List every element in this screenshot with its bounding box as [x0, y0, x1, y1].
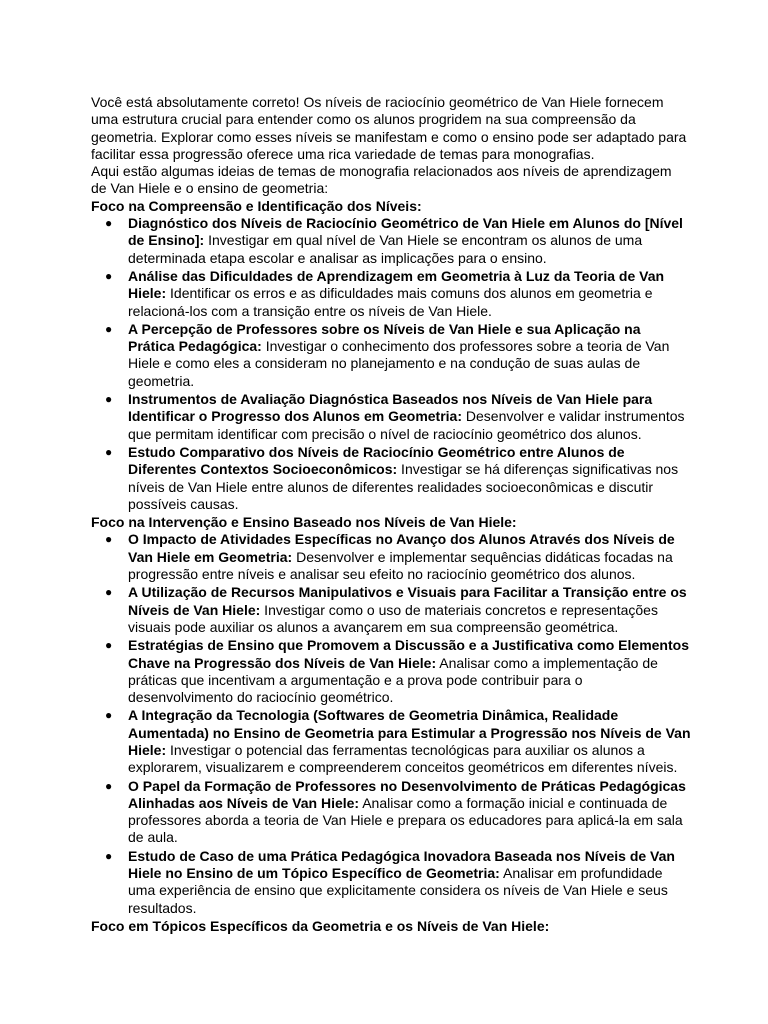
bullet-icon: ●: [105, 321, 113, 336]
list-item: [91, 215, 691, 267]
item-text: Analisar como a formação inicial e continuada de professores aborda a teoria de Van Hiele e prepara os educadores para aplicá-la em sala de aula.: [128, 794, 683, 846]
list-item: [91, 321, 691, 390]
list-item: [91, 637, 691, 706]
bullet-icon: ●: [105, 585, 113, 600]
list-item: [91, 391, 691, 443]
item-text: Investigar o potencial das ferramentas tecnológicas para auxiliar os alunos a explorarem, visualizarem e compreenderem conceitos geométricos em diferentes níveis.: [128, 741, 678, 776]
list-item: [91, 444, 691, 513]
item-text: Investigar se há diferenças significativas nos níveis de Van Hiele entre alunos de diferentes realidades socioeconômicas e discutir possíveis causas.: [128, 461, 679, 512]
item-text: Analisar como a implementação de práticas que incentivam a argumentação e a prova pode contribuir para o desenvolvimento do raciocínio geométrico.: [128, 654, 658, 706]
item-title: A Utilização de Recursos Manipulativos e Visuais para Facilitar a Transição entre os Níveis de Van Hiele:: [128, 584, 687, 618]
item-title: Análise das Dificuldades de Aprendizagem em Geometria à Luz da Teoria de Van Hiele:: [128, 267, 665, 302]
topic-list: [91, 215, 691, 513]
item-title: A Integração da Tecnologia (Softwares de Geometria Dinâmica, Realidade Aumentada) no Ensino de Geometria para Estimular a Progressão nos Níveis de Van Hiele:: [128, 707, 691, 758]
item-title: A Percepção de Professores sobre os Níveis de Van Hiele e sua Aplicação na Prática Pedagógica:: [128, 320, 641, 355]
bullet-icon: ●: [105, 708, 113, 723]
item-text: Desenvolver e implementar sequências didáticas focadas na progressão entre níveis e analisar seu efeito no raciocínio geométrico dos alunos.: [128, 548, 673, 583]
item-title: Diagnóstico dos Níveis de Raciocínio Geométrico de Van Hiele em Alunos do [Nível de Ensino]:: [128, 215, 683, 249]
intro-paragraph: Aqui estão algumas ideias de temas de monografia relacionados aos níveis de aprendizagem de Van Hiele e o ensino de geometria:: [91, 163, 672, 197]
section-heading: Foco na Intervenção e Ensino Baseado nos Níveis de Van Hiele:: [91, 514, 517, 531]
item-text: Analisar em profundidade uma experiência de ensino que explicitamente considera os níveis de Van Hiele e seus resultados.: [128, 865, 668, 916]
list-item: [91, 848, 691, 917]
item-text: Investigar em qual nível de Van Hiele se encontram os alunos de uma determinada etapa escolar e analisar as implicações para o ensino.: [128, 232, 643, 266]
bullet-icon: ●: [105, 638, 113, 653]
topic-list: [91, 531, 691, 917]
bullet-icon: ●: [105, 778, 113, 793]
item-title: Estratégias de Ensino que Promovem a Discussão e a Justificativa como Elementos Chave na Progressão dos Níveis de Van Hiele:: [128, 637, 689, 671]
bullet-icon: ●: [105, 444, 113, 459]
item-title: O Papel da Formação de Professores no Desenvolvimento de Práticas Pedagógicas Alinhadas aos Níveis de Van Hiele:: [128, 777, 686, 811]
item-title: Instrumentos de Avaliação Diagnóstica Baseados nos Níveis de Van Hiele para Identificar o Progresso dos Alunos em Geometria:: [128, 391, 653, 425]
item-title: Estudo Comparativo dos Níveis de Raciocínio Geométrico entre Alunos de Diferentes Contextos Socioeconômicos:: [128, 443, 625, 478]
list-item: [91, 268, 691, 320]
item-title: Estudo de Caso de uma Prática Pedagógica Inovadora Baseada nos Níveis de Van Hiele no Ensino de um Tópico Específico de Geometria:: [128, 847, 675, 882]
list-item: [91, 531, 691, 583]
list-item: [91, 707, 691, 776]
list-item: [91, 584, 691, 636]
section-heading: Foco em Tópicos Específicos da Geometria e os Níveis de Van Hiele:: [91, 917, 550, 934]
item-text: Investigar o conhecimento dos professores sobre a teoria de Van Hiele e como eles a consideram no planejamento e na condução de suas aulas de geometria.: [128, 338, 670, 389]
item-title: O Impacto de Atividades Específicas no Avanço dos Alunos Através dos Níveis de Van Hiele em Geometria:: [128, 531, 675, 565]
bullet-icon: ●: [105, 268, 113, 283]
list-item: [91, 778, 691, 847]
bullet-icon: ●: [105, 216, 113, 231]
section-heading: Foco na Compreensão e Identificação dos Níveis:: [91, 197, 422, 214]
item-text: Desenvolver e validar instrumentos que permitam identificar com precisão o nível de raciocínio geométrico dos alunos.: [128, 408, 685, 442]
document-body: [91, 94, 691, 935]
intro-paragraph: Você está absolutamente correto! Os níveis de raciocínio geométrico de Van Hiele fornecem uma estrutura crucial para entender como os alunos progridem na sua compreensão da geometria. Explorar como esses níveis se manifestam e como o ensino pode ser adaptado para facilitar essa progressão oferece uma rica variedade de temas para monografias.: [91, 94, 687, 162]
item-text: Investigar como o uso de materiais concretos e representações visuais pode auxiliar os alunos a avançarem em sua compreensão geométrica.: [128, 601, 658, 635]
bullet-icon: ●: [105, 848, 113, 863]
bullet-icon: ●: [105, 392, 113, 407]
item-text: Identificar os erros e as dificuldades mais comuns dos alunos em geometria e relacioná-los com a transição entre os níveis de Van Hiele.: [128, 285, 653, 319]
bullet-icon: ●: [105, 532, 113, 547]
